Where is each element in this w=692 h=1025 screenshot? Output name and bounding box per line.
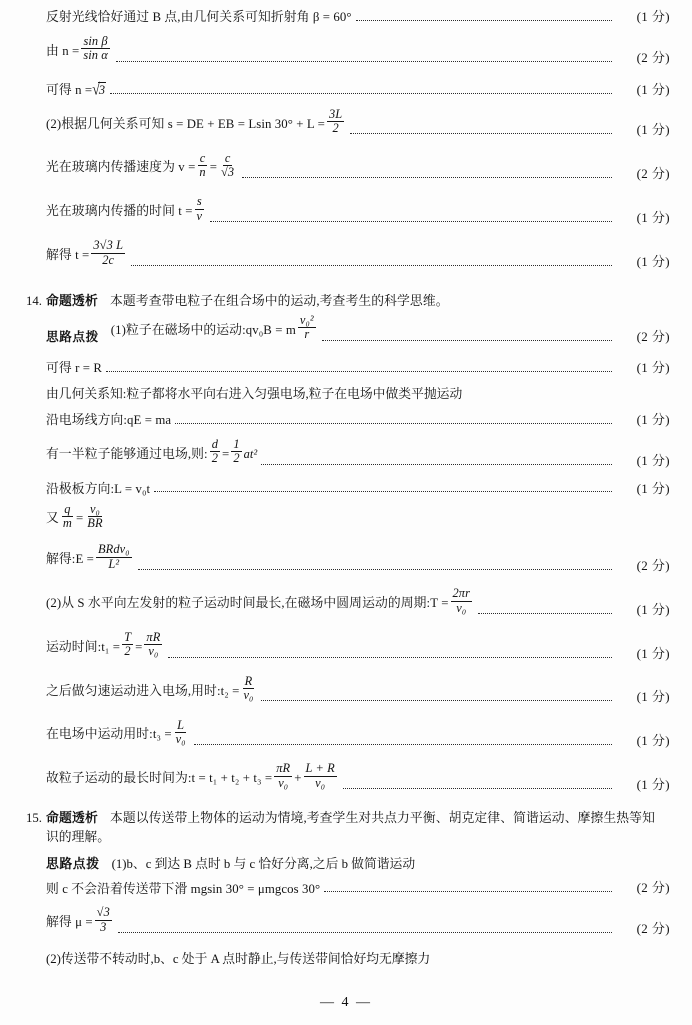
fraction-numerator: c xyxy=(224,150,231,165)
answer-line-4-score: (1 分) xyxy=(636,122,670,138)
answer-line-7-label: 解得 t = xyxy=(46,247,90,262)
question-14-t3-line xyxy=(26,717,670,749)
fraction-1-over-2 xyxy=(231,438,241,466)
question-14-t2-prefix: 之后做匀速运动进入电场,用时:t₂ = xyxy=(46,683,240,698)
fraction-denominator: BR xyxy=(87,516,103,531)
fraction-v0-over-BR xyxy=(85,503,104,531)
question-14-hint-line xyxy=(26,313,670,345)
question-15-mu-line xyxy=(26,905,670,937)
fraction-numerator: q xyxy=(64,501,71,516)
fraction-2pir-over-v0 xyxy=(451,587,473,615)
fraction-LplusR-over-v0 xyxy=(304,762,337,790)
question-15-mg-line xyxy=(26,881,670,896)
leader-dots xyxy=(106,371,612,372)
answer-line-4-prefix xyxy=(46,106,346,139)
question-15-mg-text: 则 c 不会沿着传送带下滑 mgsin 30° = μmgcos 30° xyxy=(46,881,321,896)
question-14-hint-score: (2 分) xyxy=(636,328,670,344)
answer-line-1 xyxy=(26,10,670,25)
fraction-numerator: L + R xyxy=(305,761,335,776)
question-14-field-text: 沿电场线方向:qE = ma xyxy=(46,413,172,428)
question-14-half-suffix: at² xyxy=(243,446,258,461)
fraction-q-over-m xyxy=(61,503,74,531)
question-14-total-prefix: 故粒子运动的最长时间为:t = t₁ + t₂ + t₃ = xyxy=(46,771,273,785)
question-14-plate-score: (1 分) xyxy=(636,480,670,496)
fraction-sqrt3-over-3 xyxy=(95,906,112,934)
fraction-c-over-n xyxy=(197,152,207,180)
fraction-denominator: v₀ xyxy=(278,775,289,790)
answer-line-2-score: (2 分) xyxy=(636,49,670,65)
fraction-d-over-2 xyxy=(210,438,220,466)
question-14-t1-score: (1 分) xyxy=(636,645,670,661)
answer-line-3 xyxy=(26,82,670,98)
fraction-numerator: 3L xyxy=(328,106,343,121)
question-14-geometry-line: 由几何关系知:粒子都将水平向右进入匀强电场,粒子在电场中做类平抛运动 xyxy=(46,386,463,401)
equals-sign: = xyxy=(75,511,84,526)
question-14-ratio-line xyxy=(26,501,670,533)
fraction-numerator: s xyxy=(196,194,202,209)
fraction-denominator: v₀ xyxy=(456,600,467,615)
question-14-t2-score: (1 分) xyxy=(636,689,670,705)
leader-dots xyxy=(478,613,612,614)
leader-dots xyxy=(154,491,612,492)
question-14-hint-body xyxy=(99,313,318,345)
fraction-numerator: T xyxy=(124,629,132,644)
question-14-ratio-prefix: 又 xyxy=(46,511,59,526)
question-14-part2-score: (1 分) xyxy=(636,601,670,617)
fraction-denominator: 2 xyxy=(233,451,240,466)
question-14-part2-prefix: (2)从 S 水平向左发射的粒子运动时间最长,在磁场中圆周运动的周期:T = xyxy=(46,595,449,610)
fraction-s-over-v xyxy=(195,195,205,223)
fraction-denominator: 2 xyxy=(124,644,131,659)
answer-line-2-prefix xyxy=(46,34,112,66)
question-14-text: 本题考查带电粒子在组合场中的运动,考查考生的科学思维。 xyxy=(110,293,449,308)
leader-dots xyxy=(261,700,612,701)
fraction-numerator: BRdv₀ xyxy=(97,542,130,557)
question-14-r-line xyxy=(26,361,670,376)
answer-line-7-score: (1 分) xyxy=(636,253,670,269)
fraction-denominator: v₀ xyxy=(148,644,159,659)
question-14-t3-score: (1 分) xyxy=(636,733,670,749)
question-14-hint-tag: 思路点拨 xyxy=(46,330,99,345)
fraction-denominator: v₀ xyxy=(243,688,254,703)
question-14-t1-body xyxy=(46,629,164,662)
leader-dots xyxy=(261,464,612,465)
question-14-t2-line xyxy=(26,673,670,706)
leader-dots xyxy=(168,657,612,658)
fraction-denominator: 2c xyxy=(102,252,115,267)
question-15-tag: 命题透析 xyxy=(46,810,98,825)
question-15-mu-prefix: 解得 μ = xyxy=(46,915,93,930)
fraction-denominator: r xyxy=(304,327,310,342)
plus-sign: + xyxy=(294,771,302,785)
question-14-part2-line xyxy=(26,586,670,618)
answer-line-3-score: (1 分) xyxy=(636,81,670,97)
question-15-hint-tag: 思路点拨 xyxy=(46,857,100,872)
fraction-3L-over-2 xyxy=(327,108,344,136)
fraction-numerator: 3√3 L xyxy=(93,238,124,253)
question-14-E-prefix: 解得:E = xyxy=(46,552,94,567)
question-14-total-time-line xyxy=(26,761,670,793)
fraction-piR-over-v0 xyxy=(144,631,162,659)
fraction-piR-over-v0-total xyxy=(274,762,292,790)
question-14-plate-line xyxy=(26,482,670,497)
answer-line-1-score: (1 分) xyxy=(636,9,670,24)
fraction-numerator: πR xyxy=(276,761,291,776)
answer-line-5-label: 光在玻璃内传播速度为 v = xyxy=(46,160,196,175)
fraction-T-over-2 xyxy=(122,631,133,659)
question-14-field-score: (1 分) xyxy=(636,411,670,427)
fraction-numerator: v₀² xyxy=(299,313,314,328)
question-14-E-score: (2 分) xyxy=(636,558,670,574)
leader-dots xyxy=(350,133,612,134)
leader-dots xyxy=(131,265,612,266)
question-14-plate-text: 沿极板方向:L = v₀t xyxy=(46,481,151,496)
question-14-t2-body xyxy=(46,673,257,706)
fraction-numerator: L xyxy=(177,717,185,732)
equals-sign: = xyxy=(222,446,230,461)
leader-dots xyxy=(324,891,612,892)
leader-dots xyxy=(322,340,612,341)
question-15-number: 15. xyxy=(26,810,42,825)
fraction-sin-beta-over-sin-alpha xyxy=(81,35,110,63)
fraction-3sqrt3L-over-2c xyxy=(91,239,125,267)
question-15-hint-line xyxy=(26,853,670,872)
question-14-tag: 命题透析 xyxy=(46,293,98,308)
fraction-numerator: πR xyxy=(146,629,161,644)
leader-dots xyxy=(175,423,612,424)
question-14-half-line xyxy=(26,436,670,469)
leader-dots xyxy=(194,744,612,745)
question-15-hint-text: (1)b、c 到达 B 点时 b 与 c 恰好分离,之后 b 做简谐运动 xyxy=(111,857,416,872)
leader-dots xyxy=(356,20,612,21)
fraction-BRdv0-over-Lsquared xyxy=(96,543,132,571)
question-14-t3-body xyxy=(46,717,190,749)
question-15-part2-line: (2)传送带不转动时,b、c 处于 A 点时静止,与传送带间恰好均无摩擦力 xyxy=(46,952,431,967)
fraction-denominator: L² xyxy=(108,556,120,571)
fraction-denominator: v₀ xyxy=(315,775,326,790)
answer-line-6-label: 光在玻璃内传播的时间 t = xyxy=(46,204,193,218)
question-14-hint-prefix: (1)粒子在磁场中的运动:qv₀B = m xyxy=(110,322,296,337)
answer-line-3-prefix xyxy=(46,82,106,98)
question-14-total-body xyxy=(46,761,339,793)
question-14-half-prefix: 有一半粒子能够通过电场,则: xyxy=(46,446,208,461)
leader-dots xyxy=(116,61,612,62)
fraction-numerator: v₀ xyxy=(89,501,100,516)
fraction-numerator: √3 xyxy=(96,905,110,920)
answer-line-4-label: (2)根据几何关系可知 s = DE + EB = Lsin 30° + L = xyxy=(46,116,325,131)
fraction-R-over-v0 xyxy=(241,675,255,703)
answer-line-5-score: (2 分) xyxy=(636,166,670,182)
equals-sign: = xyxy=(209,160,218,175)
question-14-E-line xyxy=(26,542,670,574)
answer-line-7 xyxy=(26,238,670,270)
fraction-v0squared-over-r xyxy=(298,314,316,342)
fraction-L-over-v0 xyxy=(174,719,188,747)
question-14-half-score: (1 分) xyxy=(636,452,670,468)
leader-dots xyxy=(110,93,612,94)
fraction-denominator: 3 xyxy=(100,919,107,934)
answer-line-6 xyxy=(26,194,670,226)
leader-dots xyxy=(138,569,612,570)
question-14-half-body xyxy=(46,436,258,469)
question-14-r-score: (1 分) xyxy=(636,359,670,375)
answer-line-2 xyxy=(26,34,670,66)
question-15-text-line1: 本题以传送带上物体的运动为情境,考查学生对共点力平衡、胡克定律、简谐运动、摩擦生热等知 xyxy=(110,810,655,825)
answer-line-6-prefix xyxy=(46,194,206,226)
question-14-number: 14. xyxy=(26,293,42,308)
fraction-numerator: 1 xyxy=(233,436,240,451)
leader-dots xyxy=(242,177,612,178)
answer-line-6-score: (1 分) xyxy=(636,210,670,226)
sqrt-radicand: 3 xyxy=(98,82,106,97)
question-15-mu-body xyxy=(46,905,114,937)
fraction-numerator: R xyxy=(244,673,253,688)
question-15-mu-score: (2 分) xyxy=(636,921,670,937)
leader-dots xyxy=(343,788,612,789)
equals-sign: = xyxy=(135,639,143,654)
page-footer: — 4 — xyxy=(320,995,372,1010)
fraction-denominator: v xyxy=(196,208,203,223)
question-14-t3-prefix: 在电场中运动用时:t₃ = xyxy=(46,727,172,742)
answer-line-5-prefix xyxy=(46,150,238,182)
answer-line-1-text: 反射光线恰好通过 B 点,由几何关系可知折射角 β = 60° xyxy=(46,10,352,25)
fraction-numerator: d xyxy=(211,436,219,451)
question-14-field-line xyxy=(26,413,670,428)
question-14-part2-body xyxy=(46,586,474,618)
fraction-denominator: sin α xyxy=(83,48,108,63)
question-14-heading xyxy=(26,292,670,311)
question-15-heading xyxy=(26,809,670,828)
fraction-denominator: m xyxy=(62,516,72,531)
answer-line-4 xyxy=(26,106,670,139)
fraction-denominator: n xyxy=(199,164,206,179)
leader-dots xyxy=(118,932,612,933)
answer-line-3-label: 可得 n = xyxy=(46,82,93,97)
answer-line-5 xyxy=(26,150,670,182)
answer-line-7-prefix xyxy=(46,238,127,270)
fraction-c-over-sqrt3 xyxy=(219,152,236,180)
question-14-t1-line xyxy=(26,629,670,662)
fraction-denominator: √3 xyxy=(221,164,235,179)
question-15-text-line2: 识的理解。 xyxy=(46,830,110,845)
question-14-total-score: (1 分) xyxy=(636,777,670,793)
sqrt-icon: √ xyxy=(92,80,100,98)
fraction-numerator: 2πr xyxy=(452,586,471,601)
fraction-denominator: 2 xyxy=(332,121,339,136)
fraction-denominator: 2 xyxy=(211,451,219,466)
fraction-numerator: sin β xyxy=(83,34,108,49)
question-14-E-body xyxy=(46,542,134,574)
answer-line-2-label: 由 n = xyxy=(46,43,80,58)
leader-dots xyxy=(210,221,612,222)
fraction-numerator: c xyxy=(199,150,206,165)
question-14-ratio-body xyxy=(46,501,107,533)
question-14-r-text: 可得 r = R xyxy=(46,360,103,375)
question-15-mg-score: (2 分) xyxy=(636,880,670,896)
question-14-t1-prefix: 运动时间:t₁ = xyxy=(46,639,121,654)
fraction-denominator: v₀ xyxy=(175,731,186,746)
